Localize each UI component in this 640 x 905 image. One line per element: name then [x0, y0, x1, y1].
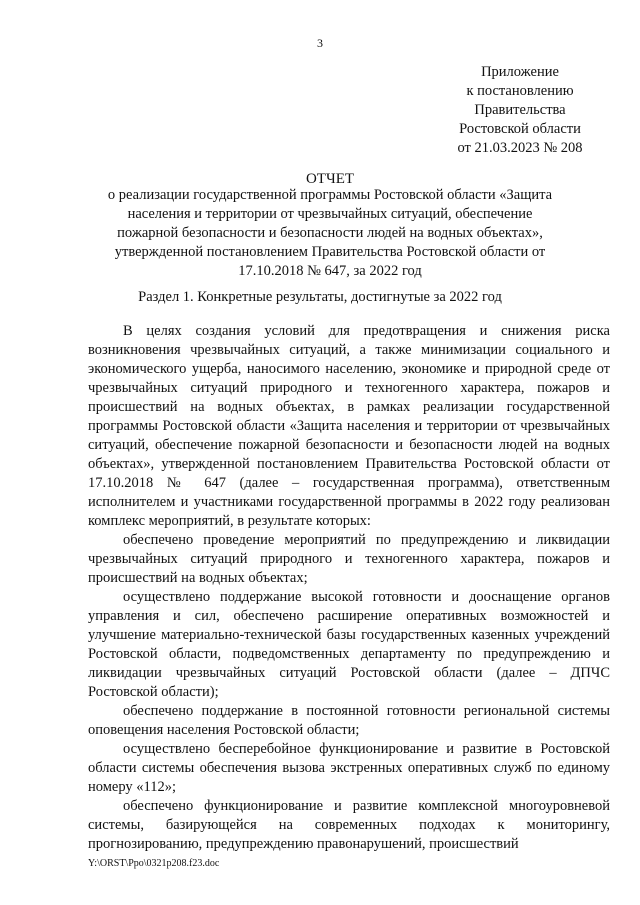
body-paragraph: В целях создания условий для предотвращения и снижения риска возникновения чрезвычайных ситуаций, а также минимизации социального и экономического ущерба, наносимого населению, экономике и природной среде от чрезвычайных ситуаций природного и техногенного характера, пожаров и происшествий на водных объектах, в рамках реализации государственной программы Ростовской области «Защита населения и территории от чрезвычайных ситуаций, обеспечение пожарной безопасности и безопасности людей на водных объектах», утвержденной постановлением Правительства Ростовской области от 17.10.2018 № 647 (далее – государственная программа), ответственным исполнителем и участниками государственной программы в 2022 году реализован комплекс мероприятий, в результате которых:: [88, 323, 610, 529]
appendix-line: от 21.03.2023 № 208: [457, 140, 583, 156]
appendix-line: Правительства: [474, 102, 566, 118]
appendix-block: [440, 63, 600, 158]
file-path-footer: Y:\ORST\Ppo\0321p208.f23.doc: [88, 858, 220, 869]
document-body: [88, 322, 610, 854]
body-paragraph: осуществлено поддержание высокой готовности и дооснащение органов управления и сил, обеспечено расширение оперативных возможностей и улучшение материально-технической базы государственных казенных учреждений Ростовской области, подведомственных департаменту по предупреждению и ликвидации чрезвычайных ситуаций Ростовской области (далее – ДПЧС Ростовской области);: [88, 589, 610, 700]
report-title: ОТЧЕТ: [305, 171, 355, 187]
section-title: Раздел 1. Конкретные результаты, достигнутые за 2022 год: [138, 289, 502, 305]
body-paragraph: обеспечено проведение мероприятий по предупреждению и ликвидации чрезвычайных ситуаций природного и техногенного характера, пожаров и происшествий на водных объектах;: [88, 532, 610, 586]
body-paragraph: обеспечено функционирование и развитие комплексной многоуровневой системы, базирующейся на современных подходах к мониторингу, прогнозированию, предупреждению правонарушений, происшествий: [88, 798, 610, 852]
appendix-line: Ростовской области: [459, 121, 581, 137]
report-subtitle: о реализации государственной программы Ростовской области «Защита населения и территории от чрезвычайных ситуаций, обеспечение пожарной безопасности и безопасности людей на водных объектах», утвержденной постановлением Правительства Ростовской области от 17.10.2018 № 647, за 2022 год: [107, 187, 553, 279]
body-paragraph: обеспечено поддержание в постоянной готовности региональной системы оповещения населения Ростовской области;: [88, 703, 610, 738]
page-number: 3: [317, 36, 323, 50]
appendix-line: Приложение: [481, 64, 559, 80]
appendix-line: к постановлению: [466, 83, 574, 99]
body-paragraph: осуществлено бесперебойное функционирование и развитие в Ростовской области системы обеспечения вызова экстренных оперативных служб по единому номеру «112»;: [88, 741, 610, 795]
